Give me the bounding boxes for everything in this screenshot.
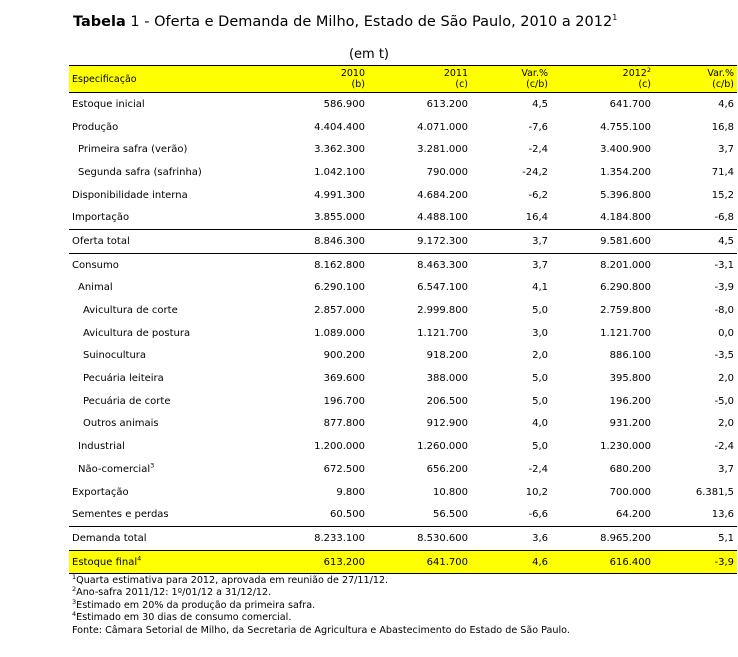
row-label-text: Segunda safra (safrinha) (78, 166, 202, 178)
header-2010-year: 2010 (340, 68, 365, 79)
cell-v2010: 3.855.000 (314, 212, 365, 224)
row-label-text: Primeira safra (verão) (78, 144, 188, 156)
cell-v2012: 196.200 (609, 395, 651, 407)
cell-var2: -3,1 (654, 253, 737, 276)
cell-v2011: 918.200 (426, 350, 468, 362)
cell-var2: 2,0 (718, 373, 734, 385)
cell-var1: 4,6 (471, 550, 551, 574)
title-label: Tabela (73, 14, 126, 30)
cell-v2011: 4.684.200 (417, 189, 468, 201)
cell-v2012: 8.201.000 (551, 253, 654, 276)
table-row (69, 184, 737, 207)
footnote (72, 597, 570, 612)
title-footnote-ref: 1 (612, 13, 618, 23)
header-spec: Especificação (69, 66, 215, 93)
header-var1-sub: (c/b) (526, 79, 548, 90)
footnote-text: Quarta estimativa para 2012, aprovada em reunião de 27/11/12. (76, 575, 389, 586)
cell-v2012: 680.200 (609, 463, 651, 475)
supply-demand-table (69, 65, 737, 574)
header-var2-sub: (c/b) (712, 79, 734, 90)
table-row (69, 481, 737, 504)
row-label-text: Demanda total (72, 532, 147, 544)
row-label-text: Suinocultura (83, 350, 147, 362)
row-label-text: Estoque final (72, 556, 138, 568)
row-label (69, 138, 215, 161)
cell-var1: -2,4 (528, 463, 548, 475)
cell-v2011: 4.071.000 (417, 121, 468, 133)
header-2012-year-wrap (554, 65, 651, 79)
table-row (69, 345, 737, 368)
table-row (69, 253, 737, 276)
row-label (69, 230, 215, 254)
cell-v2010: 8.162.800 (215, 253, 368, 276)
footnote (72, 572, 570, 587)
row-label-text: Estoque inicial (72, 98, 145, 110)
cell-v2011: 388.000 (426, 373, 468, 385)
cell-var1: 4,1 (532, 282, 548, 294)
cell-var1: -2,4 (528, 144, 548, 156)
cell-v2010: 8.846.300 (215, 230, 368, 254)
cell-var2: -3,9 (714, 282, 734, 294)
cell-v2012: 5.396.800 (600, 189, 651, 201)
row-label (69, 435, 215, 458)
row-label (69, 277, 215, 300)
cell-v2011: 2.999.800 (417, 305, 468, 317)
header-2012-footnote-ref: 2 (646, 65, 651, 74)
cell-v2010: 613.200 (215, 550, 368, 574)
row-label (69, 481, 215, 504)
cell-v2011: 8.463.300 (368, 253, 471, 276)
table-row (69, 138, 737, 161)
cell-var1: 3,7 (471, 230, 551, 254)
header-row (69, 66, 737, 93)
row-label (69, 458, 215, 481)
footnotes (72, 572, 570, 637)
cell-var2: 4,5 (654, 230, 737, 254)
cell-var1: 3,0 (532, 327, 548, 339)
row-label (69, 550, 215, 574)
header-var1-label: Var.% (521, 68, 548, 79)
footnote-marker: 1 (72, 572, 77, 581)
row-label (69, 503, 215, 526)
cell-v2010: 8.233.100 (215, 527, 368, 551)
cell-var1: 10,2 (525, 486, 548, 498)
row-label-text: Pecuária de corte (83, 395, 171, 407)
header-var2 (654, 66, 737, 93)
table-row (69, 458, 737, 481)
cell-var1: 3,6 (471, 527, 551, 551)
cell-v2012: 1.230.000 (600, 441, 651, 453)
cell-var2: 0,0 (718, 327, 734, 339)
table-row (69, 527, 737, 551)
cell-var2: -5,0 (714, 395, 734, 407)
row-label (69, 345, 215, 368)
cell-var1: -6,2 (528, 189, 548, 201)
footnote-marker: 4 (72, 610, 77, 619)
cell-var1: 3,7 (471, 253, 551, 276)
row-label (69, 93, 215, 116)
cell-var2: 71,4 (711, 166, 734, 178)
cell-v2010: 900.200 (323, 350, 365, 362)
row-label (69, 299, 215, 322)
row-label-text: Animal (78, 282, 113, 294)
table-row (69, 322, 737, 345)
row-label (69, 116, 215, 139)
cell-var1: 5,0 (532, 305, 548, 317)
row-label-text: Pecuária leiteira (83, 373, 164, 385)
row-label (69, 367, 215, 390)
table-row (69, 116, 737, 139)
footnote-marker: 2 (72, 585, 77, 594)
table-row (69, 230, 737, 254)
row-label (69, 322, 215, 345)
footnote (72, 612, 570, 624)
cell-v2010: 672.500 (323, 463, 365, 475)
row-label-text: Produção (72, 121, 119, 133)
cell-v2010: 9.800 (336, 486, 365, 498)
row-footnote-ref: 3 (150, 461, 155, 470)
row-label (69, 206, 215, 229)
table-row (69, 435, 737, 458)
cell-v2011: 912.900 (426, 418, 468, 430)
header-2011-year: 2011 (443, 68, 468, 79)
footnote-text: Ano-safra 2011/12: 1º/01/12 a 31/12/12. (76, 587, 272, 599)
footnote-text: Estimado em 20% da produção da primeira safra. (76, 599, 316, 611)
header-var1 (471, 66, 551, 93)
cell-v2010: 2.857.000 (314, 305, 365, 317)
cell-v2011: 613.200 (426, 98, 468, 110)
cell-v2011: 790.000 (426, 166, 468, 178)
cell-v2012: 6.290.800 (600, 282, 651, 294)
table-title (73, 14, 617, 30)
cell-var2: 13,6 (711, 509, 734, 521)
cell-v2011: 8.530.600 (368, 527, 471, 551)
unit-label: (em t) (348, 47, 390, 62)
cell-v2011: 1.260.000 (417, 441, 468, 453)
cell-var1: 2,0 (532, 350, 548, 362)
cell-v2012: 64.200 (616, 509, 651, 521)
cell-var2: 4,6 (718, 98, 734, 110)
header-2010-sub: (b) (351, 79, 365, 90)
cell-v2010: 6.290.100 (314, 282, 365, 294)
cell-v2011: 10.800 (433, 486, 468, 498)
cell-var2: -2,4 (714, 441, 734, 453)
cell-var1: -6,6 (528, 509, 548, 521)
cell-v2012: 3.400.900 (600, 144, 651, 156)
table-row (69, 206, 737, 229)
table-row (69, 93, 737, 116)
cell-v2012: 931.200 (609, 418, 651, 430)
row-label-text: Industrial (78, 441, 125, 453)
row-label-text: Não-comercial (78, 463, 151, 475)
cell-v2010: 1.200.000 (314, 441, 365, 453)
cell-var2: 5,1 (654, 527, 737, 551)
cell-var1: 4,5 (532, 98, 548, 110)
cell-var2: 3,7 (718, 144, 734, 156)
cell-var1: -7,6 (528, 121, 548, 133)
table-row (69, 277, 737, 300)
cell-v2012: 395.800 (609, 373, 651, 385)
cell-v2011: 4.488.100 (417, 212, 468, 224)
cell-v2011: 1.121.700 (417, 327, 468, 339)
row-label (69, 184, 215, 207)
header-2010 (215, 66, 368, 93)
cell-v2010: 60.500 (330, 509, 365, 521)
cell-v2012: 616.400 (551, 550, 654, 574)
header-2011 (368, 66, 471, 93)
header-2012-year: 2012 (622, 68, 647, 79)
cell-v2011: 641.700 (368, 550, 471, 574)
row-label (69, 161, 215, 184)
cell-v2012: 700.000 (609, 486, 651, 498)
table-row (69, 390, 737, 413)
cell-v2012: 1.354.200 (600, 166, 651, 178)
row-label (69, 413, 215, 436)
cell-v2012: 886.100 (609, 350, 651, 362)
cell-v2011: 206.500 (426, 395, 468, 407)
cell-v2011: 656.200 (426, 463, 468, 475)
cell-v2010: 3.362.300 (314, 144, 365, 156)
cell-v2010: 1.042.100 (314, 166, 365, 178)
cell-var2: -8,0 (714, 305, 734, 317)
table-row (69, 367, 737, 390)
cell-v2011: 9.172.300 (368, 230, 471, 254)
row-label-text: Sementes e perdas (72, 509, 169, 521)
row-label-text: Avicultura de postura (83, 327, 191, 339)
row-label (69, 253, 215, 276)
cell-v2011: 6.547.100 (417, 282, 468, 294)
table-row (69, 550, 737, 574)
footnote-marker: 3 (72, 597, 77, 606)
cell-v2012: 641.700 (609, 98, 651, 110)
footnote (72, 625, 570, 637)
cell-var2: 6.381,5 (695, 486, 734, 498)
cell-var1: 16,4 (525, 212, 548, 224)
cell-var2: 15,2 (711, 189, 734, 201)
row-label-text: Exportação (72, 486, 129, 498)
cell-v2010: 877.800 (323, 418, 365, 430)
header-var2-label: Var.% (707, 68, 734, 79)
cell-var1: 5,0 (532, 441, 548, 453)
row-label-text: Disponibilidade interna (72, 189, 188, 201)
cell-v2012: 8.965.200 (551, 527, 654, 551)
row-footnote-ref: 4 (137, 554, 142, 563)
cell-v2010: 1.089.000 (314, 327, 365, 339)
cell-var2: 3,7 (718, 463, 734, 475)
row-label (69, 527, 215, 551)
row-label-text: Oferta total (72, 235, 130, 247)
row-label-text: Outros animais (83, 418, 159, 430)
footnote-text: Estimado em 30 dias de consumo comercial. (76, 612, 292, 624)
footnote (72, 587, 570, 599)
cell-var1: -24,2 (522, 166, 548, 178)
cell-v2012: 4.755.100 (600, 121, 651, 133)
cell-var2: -3,5 (714, 350, 734, 362)
table-row (69, 299, 737, 322)
header-2012 (551, 66, 654, 93)
row-label (69, 390, 215, 413)
cell-v2011: 3.281.000 (417, 144, 468, 156)
table-row (69, 413, 737, 436)
cell-var1: 4,0 (532, 418, 548, 430)
cell-v2010: 369.600 (323, 373, 365, 385)
table-body (69, 66, 737, 574)
cell-var2: 16,8 (711, 121, 734, 133)
cell-var2: -3,9 (654, 550, 737, 574)
cell-v2010: 4.991.300 (314, 189, 365, 201)
cell-var1: 5,0 (532, 395, 548, 407)
cell-var2: 2,0 (718, 418, 734, 430)
cell-v2010: 586.900 (323, 98, 365, 110)
footnote-text: Fonte: Câmara Setorial de Milho, da Secretaria de Agricultura e Abastecimento do Estado de São Paulo. (72, 624, 570, 636)
header-2012-sub: (c) (638, 79, 651, 90)
header-2011-sub: (c) (455, 79, 468, 90)
cell-var2: -6,8 (714, 212, 734, 224)
row-label-text: Importação (72, 212, 130, 224)
title-text: 1 - Oferta e Demanda de Milho, Estado de São Paulo, 2010 a 2012 (125, 14, 613, 30)
cell-v2011: 56.500 (433, 509, 468, 521)
cell-var1: 5,0 (532, 373, 548, 385)
cell-v2010: 196.700 (323, 395, 365, 407)
table-row (69, 503, 737, 526)
row-label-text: Consumo (72, 259, 119, 271)
cell-v2012: 2.759.800 (600, 305, 651, 317)
cell-v2012: 9.581.600 (551, 230, 654, 254)
cell-v2012: 1.121.700 (600, 327, 651, 339)
cell-v2010: 4.404.400 (314, 121, 365, 133)
row-label-text: Avicultura de corte (83, 305, 178, 317)
cell-v2012: 4.184.800 (600, 212, 651, 224)
table-row (69, 161, 737, 184)
